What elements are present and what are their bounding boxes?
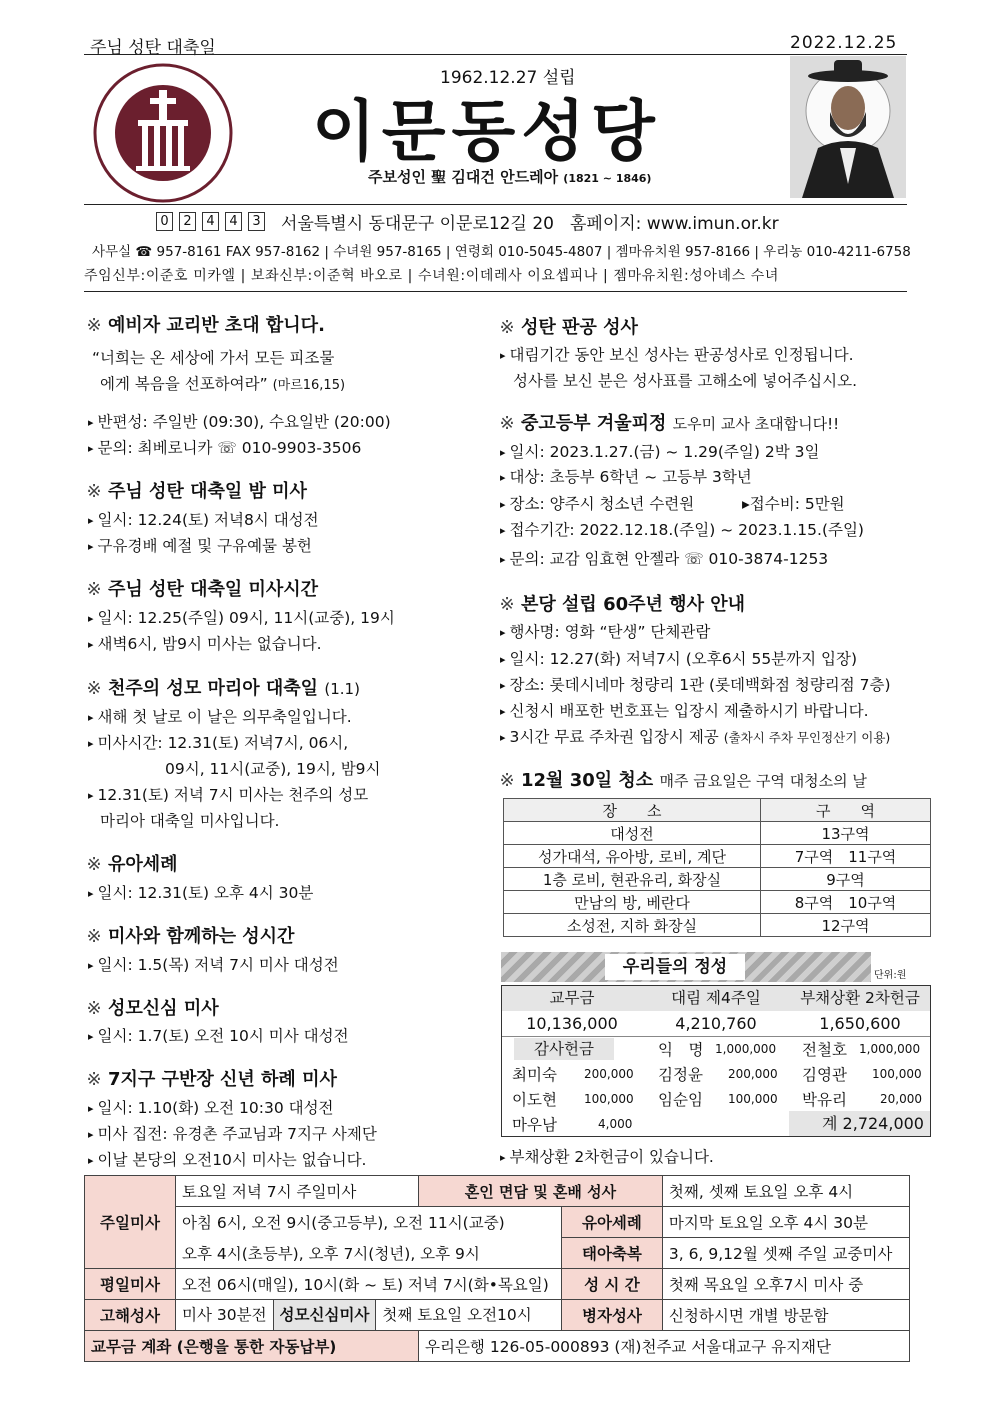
list-item: ▸ 새벽6시, 밤9시 미사는 없습니다. <box>88 632 322 654</box>
marian-mass-label: 성모신심미사 <box>274 1300 377 1330</box>
section-title-catechumen: ※ 예비자 교리반 초대 합니다. <box>84 311 325 337</box>
donor-name: 최미숙 <box>512 1066 557 1084</box>
star-icon: ※ <box>499 413 515 434</box>
section-title-mary: ※ 천주의 성모 마리아 대축일 (1.1) <box>84 674 360 700</box>
offering-value: 1,650,600 <box>819 1014 901 1033</box>
list-item: ▸ 일시: 1.7(토) 오전 10시 미사 대성전 <box>88 1024 349 1046</box>
postal-digit: 3 <box>248 212 265 231</box>
list-item: ▸ 새해 첫 날로 이 날은 의무축일입니다. <box>88 705 352 727</box>
star-icon: ※ <box>86 854 102 875</box>
sick-info: 신청하시면 개별 방문함 <box>662 1300 909 1331</box>
donor-amount: 100,000 <box>872 1067 922 1081</box>
blessing-time: 3, 6, 9,12월 셋째 주일 교중미사 <box>662 1238 909 1269</box>
donor-amount: 4,000 <box>598 1117 633 1131</box>
donor-amount: 200,000 <box>584 1067 634 1081</box>
list-item: ▸ 일시: 1.5(목) 저녁 7시 미사 대성전 <box>88 953 339 975</box>
offering-title: 우리들의 정성 <box>605 954 745 980</box>
confession-label: 고해성사 <box>85 1300 176 1331</box>
patron-name: 주보성인 聖 김대건 안드레아 <box>368 168 559 186</box>
founded-date: 1962.12.27 설립 <box>440 68 576 88</box>
list-item: ▸ 일시: 12.27(화) 저녁7시 (오후6시 55분까지 입장) <box>500 647 857 669</box>
offering-head: 교무금 <box>549 989 595 1007</box>
address: 서울특별시 동대문구 이문로12길 20 <box>281 214 554 234</box>
section-title-holy-hour: ※ 미사와 함께하는 성시간 <box>84 922 294 948</box>
baptism-label: 유아세례 <box>561 1207 662 1238</box>
section-title-marian-mass: ※ 성모신심 미사 <box>84 994 219 1020</box>
star-icon: ※ <box>499 594 515 615</box>
quote-line-2: 에게 복음을 선포하여라” (마르16,15) <box>100 375 346 393</box>
star-icon: ※ <box>86 998 102 1019</box>
sick-label: 병자성사 <box>561 1300 662 1331</box>
patron-saint <box>368 166 651 187</box>
star-icon: ※ <box>86 678 102 699</box>
table-row: 성가대석, 유아방, 로비, 계단 7구역 11구역 <box>504 845 931 868</box>
section-title-retreat: ※ 중고등부 겨울피정 도우미 교사 초대합니다!! <box>497 409 839 435</box>
offering-total: 계 2,724,000 <box>789 1111 930 1136</box>
star-icon: ※ <box>86 1069 102 1090</box>
marriage-time: 첫째, 셋째 토요일 오후 4시 <box>662 1176 909 1207</box>
sunday-saturday: 토요일 저녁 7시 주일미사 <box>176 1176 419 1207</box>
sunday-morning: 아침 6시, 오전 9시(중고등부), 오전 11시(교중) <box>176 1207 562 1238</box>
table-header: 구 역 <box>761 799 931 822</box>
offering-table <box>501 985 931 1137</box>
account-number: 우리은행 126-05-000893 (재)천주교 서울대교구 유지재단 <box>419 1331 910 1362</box>
section-title-new-year: ※ 7지구 구반장 신년 하례 미사 <box>84 1065 337 1091</box>
donor-amount: 100,000 <box>728 1092 778 1106</box>
confession-time: 미사 30분전 <box>176 1300 274 1330</box>
account-label: 교무금 계좌 (은행을 통한 자동납부) <box>85 1331 419 1362</box>
offering-head: 부채상환 2차헌금 <box>800 989 920 1007</box>
donor-amount: 20,000 <box>880 1092 922 1106</box>
donor-amount: 1,000,000 <box>715 1042 777 1056</box>
staff-line: 주임신부:이준호 미카엘 | 보좌신부:이준혁 바오로 | 수녀원:이데레사 이요셉피나 | 젬마유치원:성아녜스 수녀 <box>84 268 780 284</box>
list-item: ▸ 대림기간 동안 보신 성사는 판공성사로 인정됩니다. <box>500 343 854 365</box>
list-item-cont: 09시, 11시(교중), 19시, 밤9시 <box>165 760 381 778</box>
list-item: ▸ 장소: 롯데시네마 청량리 1관 (롯데백화점 청량리점 7층) <box>500 673 891 695</box>
table-row: 소성전, 지하 화장실 12구역 <box>504 914 931 937</box>
table-row: 만남의 방, 베란다 8구역 10구역 <box>504 891 931 914</box>
donor-name: 마우남 <box>512 1116 557 1134</box>
list-item: ▸ 신청시 배포한 번호표는 입장시 제출하시기 바랍니다. <box>500 699 869 721</box>
list-item: ▸ 일시: 1.10(화) 오전 10:30 대성전 <box>88 1096 334 1118</box>
quote-line: “너희는 온 세상에 가서 모든 피조물 <box>92 349 335 367</box>
star-icon: ※ <box>86 579 102 600</box>
postal-digit: 4 <box>202 212 219 231</box>
list-item: ▸접수비: 5만원 <box>742 495 845 513</box>
list-item: ▸ 반편성: 주일반 (09:30), 수요일반 (20:00) <box>88 410 391 432</box>
star-icon: ※ <box>86 481 102 502</box>
postal-digit: 4 <box>225 212 242 231</box>
list-item: ▸ 대상: 초등부 6학년 ~ 고등부 3학년 <box>500 465 752 487</box>
cleaning-table <box>503 798 931 937</box>
marian-mass-time: 첫째 토요일 오전10시 <box>382 1306 532 1324</box>
postal-digit: 0 <box>156 212 173 231</box>
homepage[interactable]: 홈페이지: www.imun.or.kr <box>569 214 779 234</box>
list-item: ▸ 미사시간: 12.31(토) 저녁7시, 06시, <box>88 731 348 753</box>
issue-date: 2022.12.25 <box>790 33 898 53</box>
parish-name: 이문동성당 <box>312 93 661 170</box>
donor-name: 임순임 <box>658 1091 703 1109</box>
list-item: ▸ 행사명: 영화 “탄생” 단체관람 <box>500 620 710 642</box>
star-icon: ※ <box>86 926 102 947</box>
holy-hour-time: 첫째 목요일 오후7시 미사 중 <box>662 1269 909 1300</box>
list-item: ▸ 일시: 2023.1.27.(금) ~ 1.29(주일) 2박 3일 <box>500 440 819 462</box>
offering-value: 4,210,760 <box>675 1014 757 1033</box>
donor-name: 김정윤 <box>658 1066 703 1084</box>
thanks-label: 감사헌금 <box>514 1038 614 1060</box>
offering-note: ▸ 부채상환 2차헌금이 있습니다. <box>500 1145 714 1167</box>
baptism-time: 마지막 토요일 오후 4시 30분 <box>662 1207 909 1238</box>
marriage-label: 혼인 면담 및 혼배 성사 <box>419 1176 663 1207</box>
offering-value: 10,136,000 <box>526 1014 618 1033</box>
table-row: 대성전 13구역 <box>504 822 931 845</box>
parish-logo <box>92 62 234 204</box>
list-item: ▸ 구유경배 예절 및 구유예물 봉헌 <box>88 534 312 556</box>
section-title-christmas-mass: ※ 주님 성탄 대축일 미사시간 <box>84 575 318 601</box>
patron-years: (1821 ~ 1846) <box>563 172 652 185</box>
section-title-baptism: ※ 유아세례 <box>84 850 178 876</box>
sunday-mass-label: 주일미사 <box>85 1176 176 1269</box>
list-item: ▸ 문의: 교감 임효현 안젤라 ☏ 010-3874-1253 <box>500 547 828 569</box>
section-title-christmas-eve: ※ 주님 성탄 대축일 밤 미사 <box>84 477 307 503</box>
section-title-cleaning: ※ 12월 30일 청소 매주 금요일은 구역 대청소의 날 <box>497 766 867 792</box>
list-item: ▸ 일시: 12.24(토) 저녁8시 대성전 <box>88 508 319 530</box>
list-item: ▸ 일시: 12.25(주일) 09시, 11시(교중), 19시 <box>88 606 395 628</box>
donor-amount: 200,000 <box>728 1067 778 1081</box>
donor-amount: 100,000 <box>584 1092 634 1106</box>
offering-banner <box>501 952 871 982</box>
section-title-anniversary: ※ 본당 설립 60주년 행사 안내 <box>497 590 745 616</box>
list-item-cont: 성사를 보신 분은 성사표를 고해소에 넣어주십시오. <box>513 372 857 390</box>
feast-label: 주님 성탄 대축일 <box>90 38 216 58</box>
donor-name: 박유리 <box>802 1091 847 1109</box>
donor-name: 이도현 <box>512 1091 557 1109</box>
star-icon: ※ <box>499 317 515 338</box>
list-item: ▸ 3시간 무료 주차권 입장시 제공 (출차시 주차 무인정산기 이용) <box>500 725 890 747</box>
star-icon: ※ <box>499 770 515 791</box>
list-item: ▸ 12.31(토) 저녁 7시 미사는 천주의 성모 <box>88 783 368 805</box>
list-item: ▸ 장소: 양주시 청소년 수련원 <box>500 492 694 514</box>
mass-schedule-table <box>84 1175 910 1362</box>
patron-portrait <box>790 56 906 198</box>
section-title-confession: ※ 성탄 판공 성사 <box>497 313 638 339</box>
list-item: ▸ 일시: 12.31(토) 오후 4시 30분 <box>88 881 313 903</box>
sunday-afternoon: 오후 4시(초등부), 오후 7시(청년), 오후 9시 <box>176 1238 562 1269</box>
list-item-cont: 마리아 대축일 미사입니다. <box>100 812 280 830</box>
contact-line: 사무실 ☎ 957-8161 FAX 957-8162 | 수녀원 957-8165 | 연령회 010-5045-4807 | 젬마유치원 957-8166 | 우리농 010-4211-6758 <box>92 244 911 260</box>
donor-name: 익 명 <box>658 1041 704 1059</box>
blessing-label: 태아축복 <box>561 1238 662 1269</box>
weekday-mass-time: 오전 06시(매일), 10시(화 ~ 토) 저녁 7시(화•목요일) <box>176 1269 562 1300</box>
offering-head: 대림 제4주일 <box>671 989 761 1007</box>
list-item: ▸ 문의: 최베로니카 ☏ 010-9903-3506 <box>88 436 361 458</box>
donor-name: 김영관 <box>802 1066 847 1084</box>
postal-digit: 2 <box>179 212 196 231</box>
postal-boxes <box>156 212 265 231</box>
address-line <box>156 209 779 234</box>
unit-label: 단위:원 <box>874 970 907 981</box>
weekday-mass-label: 평일미사 <box>85 1269 176 1300</box>
list-item: ▸ 접수기간: 2022.12.18.(주일) ~ 2023.1.15.(주일) <box>500 518 864 540</box>
star-icon: ※ <box>86 315 102 336</box>
list-item: ▸ 미사 집전: 유경촌 주교님과 7지구 사제단 <box>88 1122 377 1144</box>
table-row: 1층 로비, 현관유리, 화장실 9구역 <box>504 868 931 891</box>
list-item: ▸ 이날 본당의 오전10시 미사는 없습니다. <box>88 1148 367 1170</box>
donor-name: 전철호 <box>802 1041 847 1059</box>
holy-hour-label: 성 시 간 <box>561 1269 662 1300</box>
table-header: 장 소 <box>504 799 761 822</box>
donor-amount: 1,000,000 <box>859 1042 921 1056</box>
